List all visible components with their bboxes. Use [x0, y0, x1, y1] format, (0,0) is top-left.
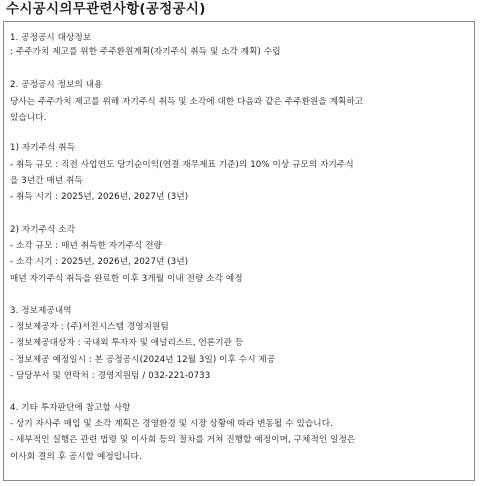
note-line-2: - 세부적인 실행은 관련 법령 및 이사회 등의 절차를 거쳐 진행할 예정이며, 구체적인 일정은: [10, 435, 356, 445]
note-line-1: - 상기 자사주 매입 및 소각 계획은 경영환경 및 시장 상황에 따라 변동될 수 있습니다.: [10, 419, 333, 429]
cancellation-scale: - 소각 규모 : 매년 취득한 자기주식 전량: [10, 241, 163, 251]
buyback-heading: 1) 자기주식 취득: [10, 143, 76, 153]
content-intro-line-2: 있습니다.: [10, 113, 47, 123]
section-3-heading: 3. 정보제공내역: [10, 306, 72, 316]
buyback-scale-line-2: 을 3년간 매년 취득: [10, 176, 83, 186]
cancellation-timing: - 소각 시기 : 2025년, 2026년, 2027년 (3년): [10, 257, 189, 267]
disclosure-content-box: [3, 21, 475, 481]
info-recipients: - 정보제공대상자 : 국내외 투자자 및 애널리스트, 언론기관 등: [10, 338, 244, 348]
cancellation-heading: 2) 자기주식 소각: [10, 225, 76, 235]
section-1-heading: 1. 공정공시 대상정보: [10, 33, 92, 43]
buyback-timing: - 취득 시기 : 2025년, 2026년, 2027년 (3년): [10, 192, 189, 202]
info-schedule: - 정보제공 예정일시 : 본 공정공시(2024년 12월 3일) 이후 수시 제공: [10, 355, 276, 365]
note-line-3: 이사회 결의 후 공시할 예정입니다.: [10, 452, 142, 462]
target-info-text: : 주주가치 제고를 위한 주주환원계획(자기주식 취득 및 소각 계획) 수립: [10, 47, 281, 57]
info-provider: - 정보제공자 : (주)서진시스템 경영지원팀: [10, 322, 169, 332]
page-title: 수시공시의무관련사항(공정공시): [6, 1, 206, 17]
buyback-scale-line-1: - 취득 규모 : 직전 사업연도 당기순이익(연결 재무제표 기준)의 10% 이상 규모의 자기주식: [10, 160, 354, 170]
content-intro-line-1: 당사는 주주가치 제고를 위해 자기주식 취득 및 소각에 대한 다음과 같은 주주환원을 계획하고: [10, 97, 364, 107]
section-4-heading: 4. 기타 투자판단에 참고할 사항: [10, 403, 131, 413]
section-2-heading: 2. 공정공시 정보의 내용: [10, 80, 103, 90]
cancellation-timing-detail: 매년 자기주식 취득을 완료한 이후 3개월 이내 전량 소각 예정: [10, 274, 243, 284]
contact-info: - 담당부서 및 연락처 : 경영지원팀 / 032-221-0733: [10, 371, 211, 381]
